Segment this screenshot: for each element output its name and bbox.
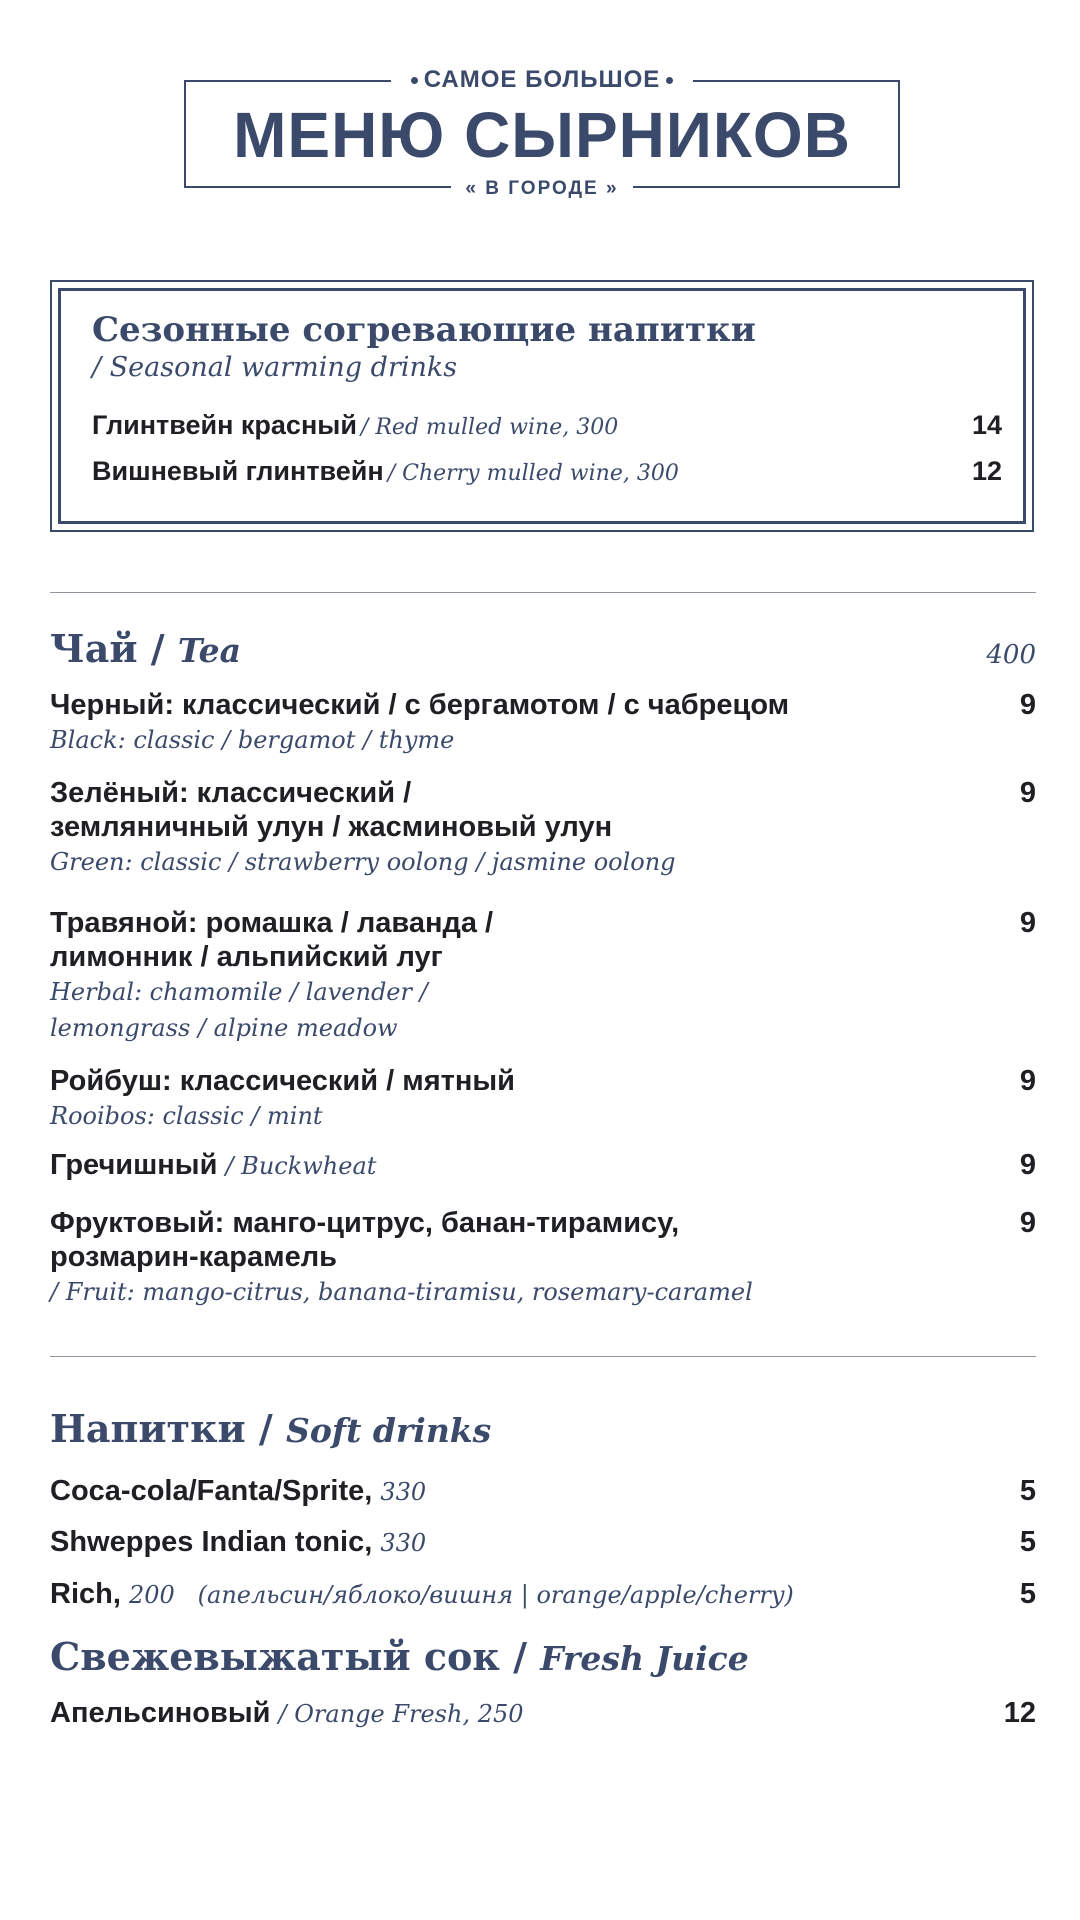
item-name-ru: Глинтвейн красный [92,410,357,440]
item-price: 9 [1019,1065,1036,1097]
menu-item [50,1525,1036,1560]
item-volume: 330 [380,1478,427,1506]
menu-item [50,1577,1036,1612]
item-name-en: / Cherry mulled wine, 300 [387,461,679,486]
item-price: 9 [1019,1149,1036,1181]
drinks-section-title [50,1406,491,1451]
item-name-en: / Orange Fresh, 250 [278,1700,524,1728]
section-title-en: Soft drinks [286,1411,492,1450]
item-name-row [50,1696,1036,1731]
item-name-en: Green: classic / strawberry oolong / jasmine oolong [50,848,676,876]
tea-section-title [50,626,241,671]
menu-item [50,906,1036,1046]
item-name-en: / Fruit: mango-citrus, banana-tiramisu, rosemary-caramel [50,1278,753,1306]
section-title-en: Fresh Juice [540,1639,749,1678]
seasonal-item [92,410,1002,446]
menu-logo [184,66,900,199]
item-name-ru: Черный: классический / с бергамотом / с чабрецом [50,689,790,721]
item-name: Shweppes Indian tonic, [50,1526,373,1558]
item-name-ru: лимонник / альпийский луг [50,941,443,973]
item-name-row [50,1474,1036,1509]
menu-item [50,1206,1036,1310]
item-price: 12 [1003,1697,1036,1729]
logo-top-line [186,66,898,94]
item-name-row [50,1577,1036,1612]
item-name-en: / Red mulled wine, 300 [360,415,619,440]
item-price: 5 [1019,1526,1036,1558]
logo-top-text: САМОЕ БОЛЬШОЕ [423,66,661,93]
section-title-ru: Чай / [50,626,165,671]
item-price: 5 [1019,1475,1036,1507]
item-name-ru: розмарин-карамель [50,1241,337,1273]
item-name-ru: Фруктовый: манго-цитрус, банан-тирамису, [50,1207,680,1239]
item-name: Coca-cola/Fanta/Sprite, [50,1475,373,1507]
item-price: 9 [1019,777,1036,809]
menu-item [50,1474,1036,1509]
seasonal-item [92,456,1002,492]
juice-section-title [50,1634,749,1679]
menu-item [50,688,1036,758]
section-title-ru: Свежевыжатый сок / [50,1634,527,1679]
section-divider [50,1356,1036,1357]
item-name-en: Rooibos: classic / mint [50,1102,323,1130]
item-volume: 330 [380,1529,427,1557]
item-name-en: Herbal: chamomile / lavender / [50,978,428,1006]
item-price: 9 [1019,689,1036,721]
tea-volume: 400 [986,640,1036,670]
menu-item [50,776,1036,880]
item-name-row [50,1525,1036,1560]
item-price: 9 [1019,907,1036,939]
item-name-ru: Апельсиновый [50,1697,271,1729]
item-name-ru: Вишневый глинтвейн [92,456,384,486]
section-title-ru: Напитки / [50,1406,273,1451]
section-title-en: Tea [177,631,242,670]
item-name-ru: земляничный улун / жасминовый улун [50,811,613,843]
item-name-en: Black: classic / bergamot / thyme [50,726,455,754]
item-price: 12 [971,456,1002,486]
seasonal-subtitle: / Seasonal warming drinks [92,352,458,383]
item-price: 14 [971,410,1002,440]
item-name-ru: Гречишный [50,1149,218,1181]
menu-item [50,1064,1036,1134]
item-price: 9 [1019,1207,1036,1239]
seasonal-title: Сезонные согревающие напитки [92,310,756,350]
item-name: Rich, [50,1578,121,1610]
menu-item [50,1148,1036,1183]
item-name-en: lemongrass / alpine meadow [50,1014,398,1042]
menu-item [50,1696,1036,1731]
logo-bottom-line [186,178,898,200]
item-price: 5 [1019,1578,1036,1610]
seasonal-drinks-box [50,280,1034,532]
item-name-en: / Buckwheat [225,1152,377,1180]
item-name-row [50,1148,1036,1183]
logo-main-text: МЕНЮ СЫРНИКОВ [233,99,851,171]
logo-bottom-text: « В ГОРОДЕ » [451,178,632,199]
item-name-ru: Травяной: ромашка / лаванда / [50,907,494,939]
item-name-ru: Ройбуш: классический / мятный [50,1065,515,1097]
section-divider [50,592,1036,593]
item-name-ru: Зелёный: классический / [50,777,412,809]
item-volume-and-flavors: 200 (апельсин/яблоко/вишня | orange/apple/cherry) [128,1581,794,1609]
